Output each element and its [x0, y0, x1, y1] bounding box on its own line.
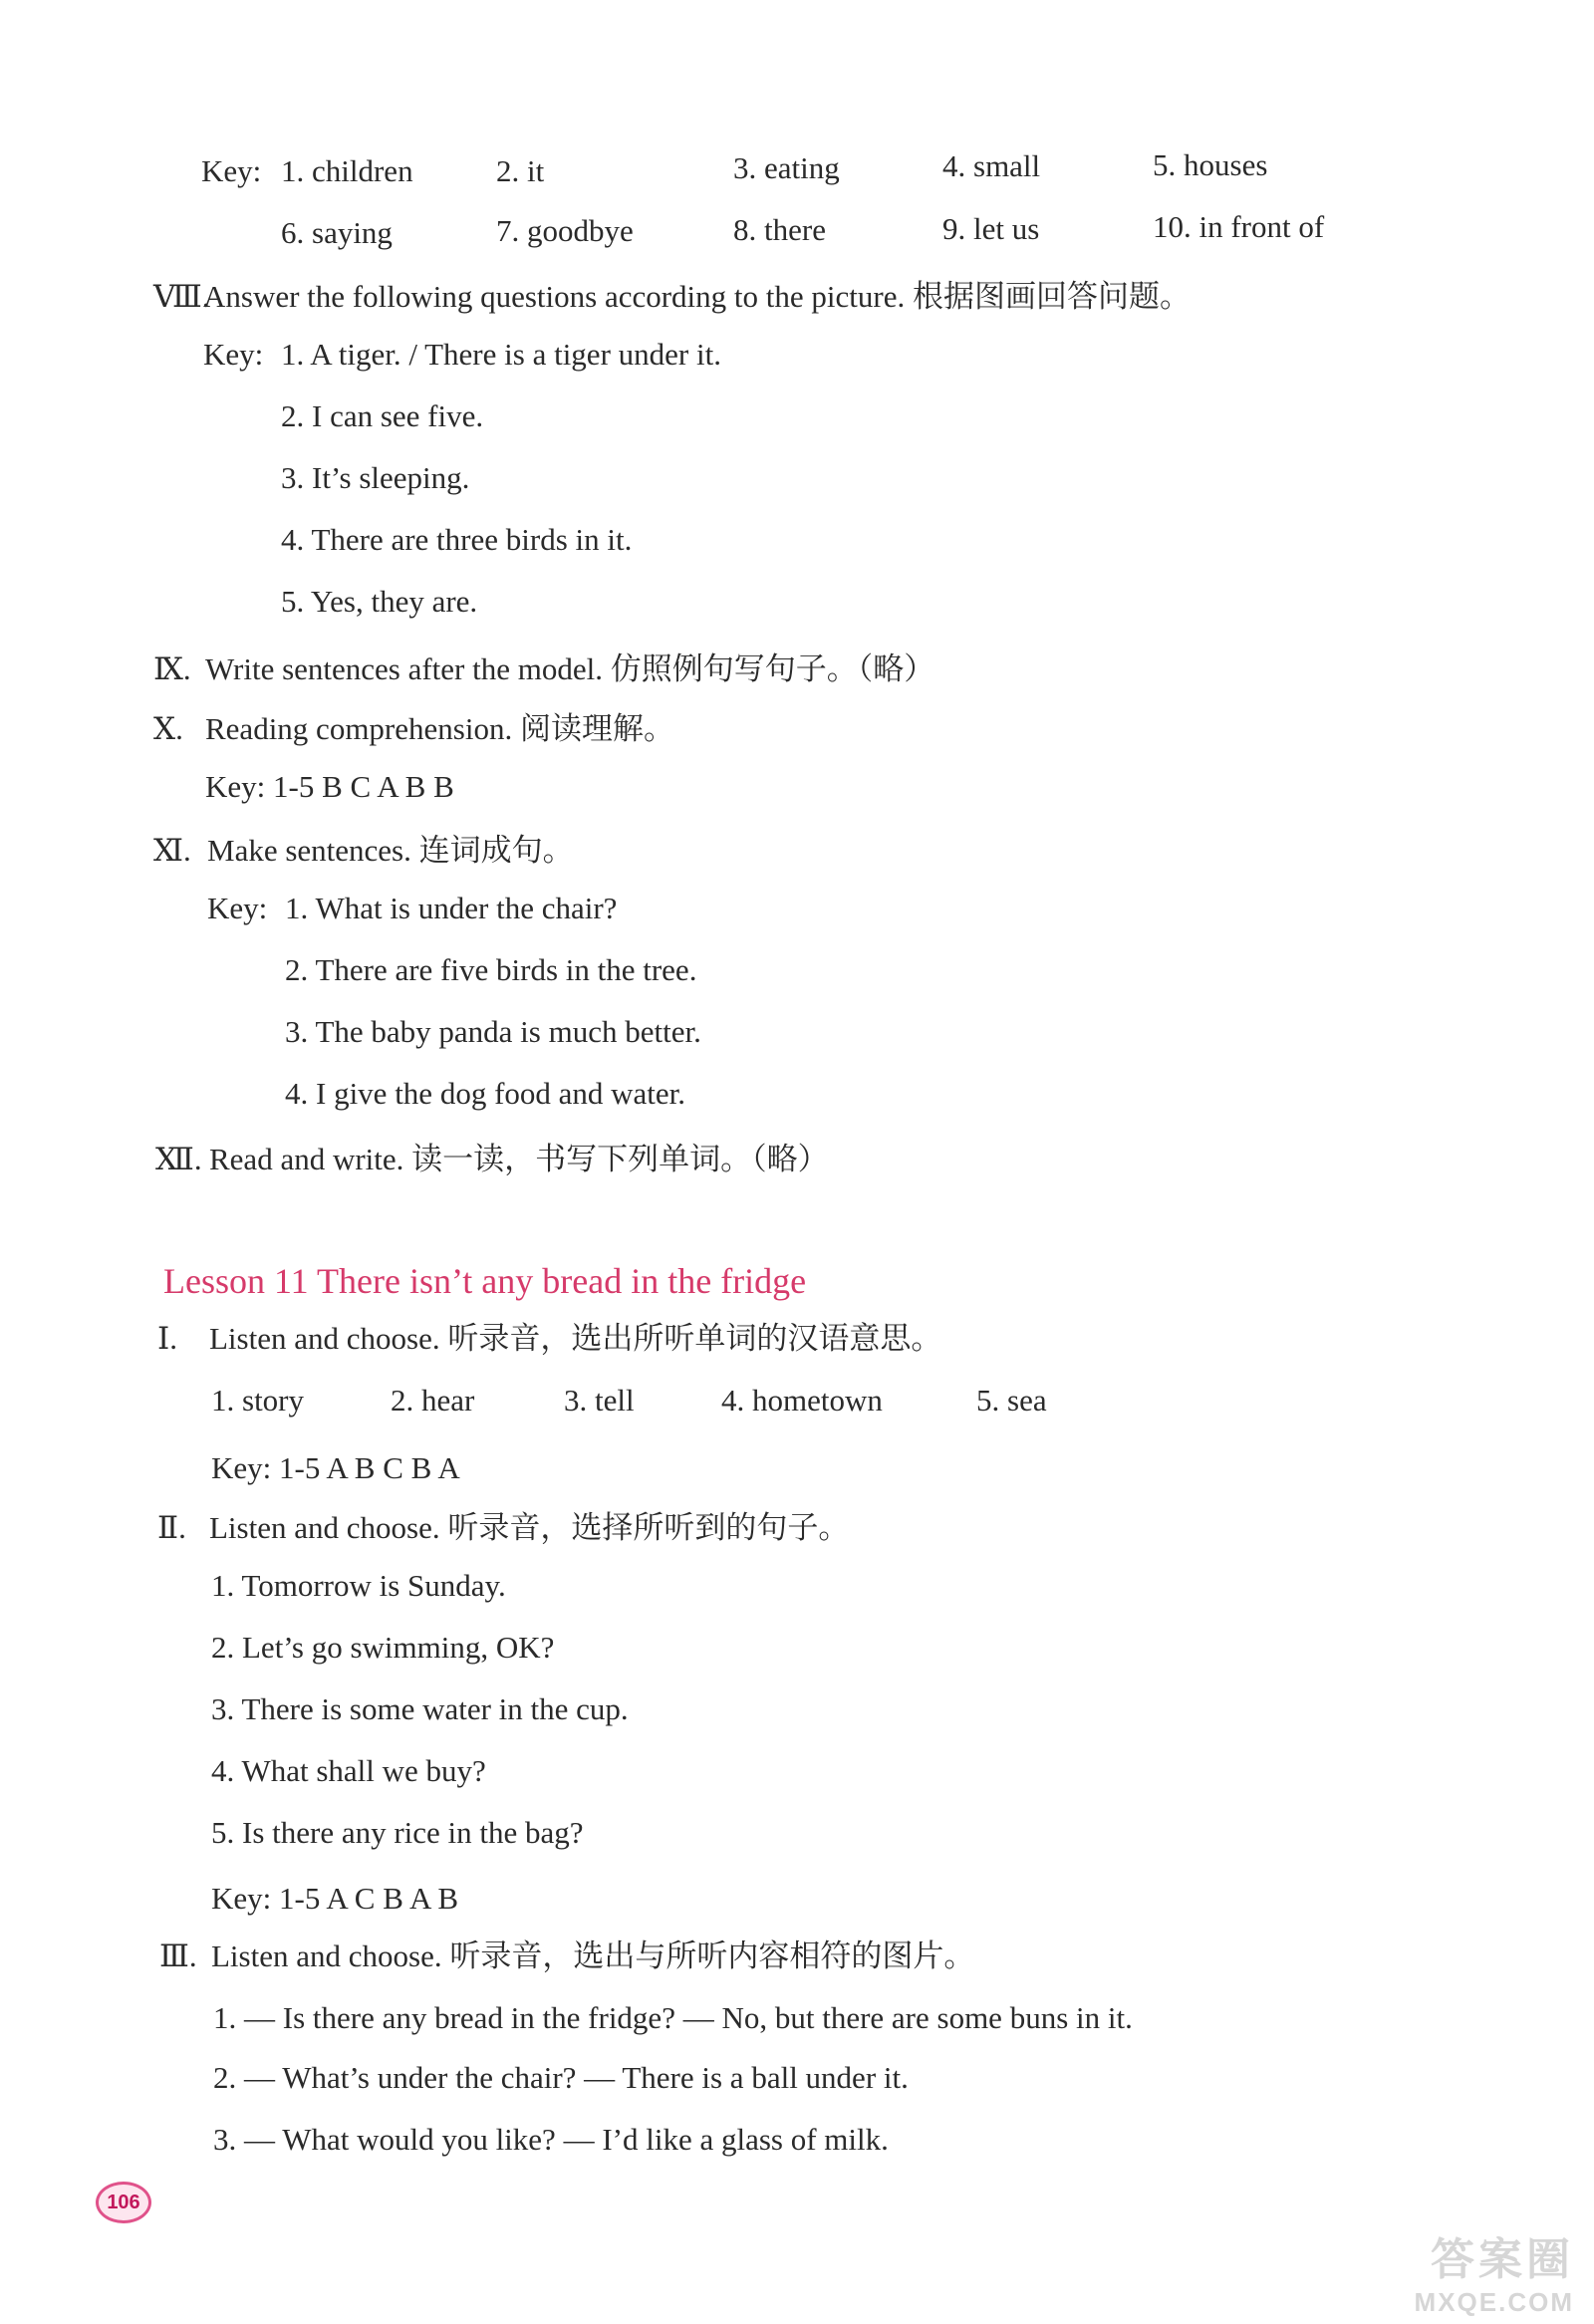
- answer-item: 6. saying: [281, 215, 393, 250]
- section-instruction: Make sentences. 连词成句。: [207, 833, 574, 868]
- word-item: 3. tell: [564, 1383, 635, 1418]
- section-numeral: Ⅹ.: [153, 711, 183, 746]
- section-numeral: Ⅸ.: [153, 651, 191, 686]
- page-number-badge: [96, 2182, 151, 2223]
- section-instruction: Answer the following questions according to the picture. 根据图画回答问题。: [203, 279, 1191, 314]
- dialogue-item: 2. — What’s under the chair? — There is a ball under it.: [213, 2060, 909, 2095]
- section-numeral: Ⅱ.: [157, 1510, 186, 1545]
- section-instruction: Read and write. 读一读，书写下列单词。（略）: [209, 1142, 829, 1176]
- answer-item: 4. small: [942, 148, 1041, 183]
- answer-item: 7. goodbye: [496, 213, 634, 248]
- answer-item: 3. It’s sleeping.: [281, 460, 470, 495]
- sentence-item: 5. Is there any rice in the bag?: [211, 1815, 584, 1850]
- section-numeral: Ⅰ.: [157, 1321, 177, 1356]
- answer-item: 1. A tiger. / There is a tiger under it.: [281, 337, 721, 372]
- key-line: Key: 1-5 B C A B B: [205, 769, 454, 804]
- answer-item: 10. in front of: [1153, 209, 1325, 244]
- dialogue-item: 3. — What would you like? — I’d like a glass of milk.: [213, 2122, 889, 2157]
- lesson-title: Lesson 11 There isn’t any bread in the fridge: [163, 1261, 807, 1301]
- word-item: 5. sea: [976, 1383, 1047, 1418]
- answer-item: 4. There are three birds in it.: [281, 522, 633, 557]
- section-numeral: Ⅷ.: [153, 279, 210, 314]
- word-item: 2. hear: [391, 1383, 475, 1418]
- watermark-url: MXQE.COM: [1414, 2287, 1574, 2317]
- section-instruction: Listen and choose. 听录音，选出与所听内容相符的图片。: [211, 1938, 975, 1973]
- section-numeral: Ⅻ.: [155, 1142, 202, 1176]
- answer-item: 4. I give the dog food and water.: [285, 1076, 686, 1111]
- dialogue-item: 1. — Is there any bread in the fridge? — No, but there are some buns in it.: [213, 2000, 1133, 2035]
- key-label: Key:: [203, 337, 264, 372]
- answer-item: 3. eating: [733, 150, 840, 185]
- watermark-logo-text: 答案圈: [1431, 2235, 1574, 2284]
- sentence-item: 1. Tomorrow is Sunday.: [211, 1568, 506, 1603]
- answer-item: 2. I can see five.: [281, 398, 484, 433]
- answer-item: 1. children: [281, 153, 413, 188]
- key-line: Key: 1-5 A B C B A: [211, 1450, 460, 1485]
- answer-item: 5. Yes, they are.: [281, 584, 478, 619]
- key-label: Key:: [207, 891, 268, 925]
- section-instruction: Write sentences after the model. 仿照例句写句子。（略）: [205, 651, 935, 686]
- key-line: Key: 1-5 A C B A B: [211, 1881, 459, 1916]
- word-item: 1. story: [211, 1383, 304, 1418]
- page-number: 106: [107, 2191, 140, 2213]
- site-watermark: [1415, 2223, 1574, 2318]
- answer-item: 3. The baby panda is much better.: [285, 1014, 701, 1049]
- sentence-item: 3. There is some water in the cup.: [211, 1691, 629, 1726]
- answer-item: 5. houses: [1153, 147, 1268, 182]
- section-instruction: Listen and choose. 听录音，选出所听单词的汉语意思。: [209, 1321, 942, 1356]
- key-label: Key:: [201, 153, 262, 188]
- answer-item: 2. it: [496, 153, 545, 188]
- word-item: 4. hometown: [721, 1383, 883, 1418]
- sentence-item: 2. Let’s go swimming, OK?: [211, 1630, 555, 1665]
- section-instruction: Reading comprehension. 阅读理解。: [205, 711, 674, 746]
- answer-item: 1. What is under the chair?: [285, 891, 618, 925]
- section-numeral: Ⅺ.: [153, 833, 191, 868]
- answer-item: 9. let us: [942, 211, 1040, 246]
- answer-item: 8. there: [733, 212, 826, 247]
- answer-item: 2. There are five birds in the tree.: [285, 952, 697, 987]
- section-numeral: Ⅲ.: [159, 1938, 197, 1973]
- section-instruction: Listen and choose. 听录音，选择所听到的句子。: [209, 1510, 850, 1545]
- sentence-item: 4. What shall we buy?: [211, 1753, 486, 1788]
